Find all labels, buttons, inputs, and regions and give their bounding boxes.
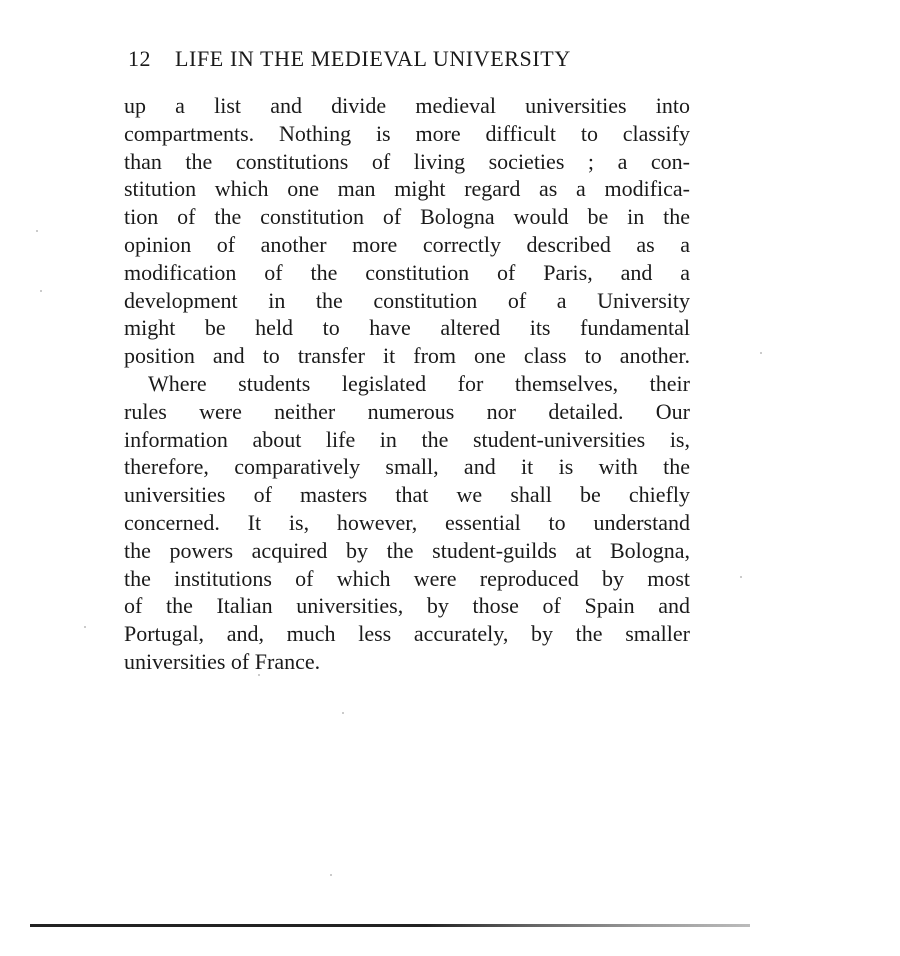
text-line: than the constitutions of living societies ; a con- (124, 148, 690, 174)
text-line: development in the constitution of a University (124, 287, 690, 313)
text-line: stitution which one man might regard as a modifica- (124, 176, 690, 202)
scan-speck (258, 674, 260, 676)
scan-speck (740, 576, 742, 578)
scan-speck (330, 874, 332, 876)
text-line: compartments. Nothing is more difficult to classify (124, 120, 690, 146)
text-line-paragraph-end: universities of France. (124, 648, 321, 674)
text-line: might be held to have altered its fundamental (124, 315, 690, 341)
running-title: LIFE IN THE MEDIEVAL UNIVERSITY (175, 46, 571, 71)
scan-speck (760, 352, 762, 354)
page-number: 12 (128, 46, 151, 71)
body-text (124, 92, 690, 676)
text-line: up a list and divide medieval universities into (124, 93, 690, 118)
scan-speck (84, 626, 86, 628)
text-line: information about life in the student-universities is, (124, 426, 690, 452)
text-line: tion of the constitution of Bologna would be in the (124, 204, 690, 230)
text-line: the powers acquired by the student-guilds at Bologna, (124, 537, 690, 563)
text-line: modification of the constitution of Paris, and a (124, 259, 690, 285)
page-bottom-rule (30, 924, 750, 927)
text-line: rules were neither numerous nor detailed. Our (124, 398, 690, 424)
running-header (128, 46, 688, 76)
scan-speck (36, 230, 38, 232)
text-line: of the Italian universities, by those of Spain and (124, 593, 690, 619)
text-line: the institutions of which were reproduced by most (124, 565, 690, 591)
text-line: Portugal, and, much less accurately, by the smaller (124, 621, 690, 647)
text-line: concerned. It is, however, essential to understand (124, 509, 690, 535)
text-line: position and to transfer it from one class to another. (124, 343, 690, 369)
scan-speck (40, 290, 42, 292)
text-line-paragraph-start: Where students legislated for themselves, their (148, 370, 690, 396)
text-line: universities of masters that we shall be chiefly (124, 482, 690, 508)
text-line: opinion of another more correctly described as a (124, 231, 690, 257)
text-line: therefore, comparatively small, and it is with the (124, 454, 690, 480)
scan-speck (342, 712, 344, 714)
